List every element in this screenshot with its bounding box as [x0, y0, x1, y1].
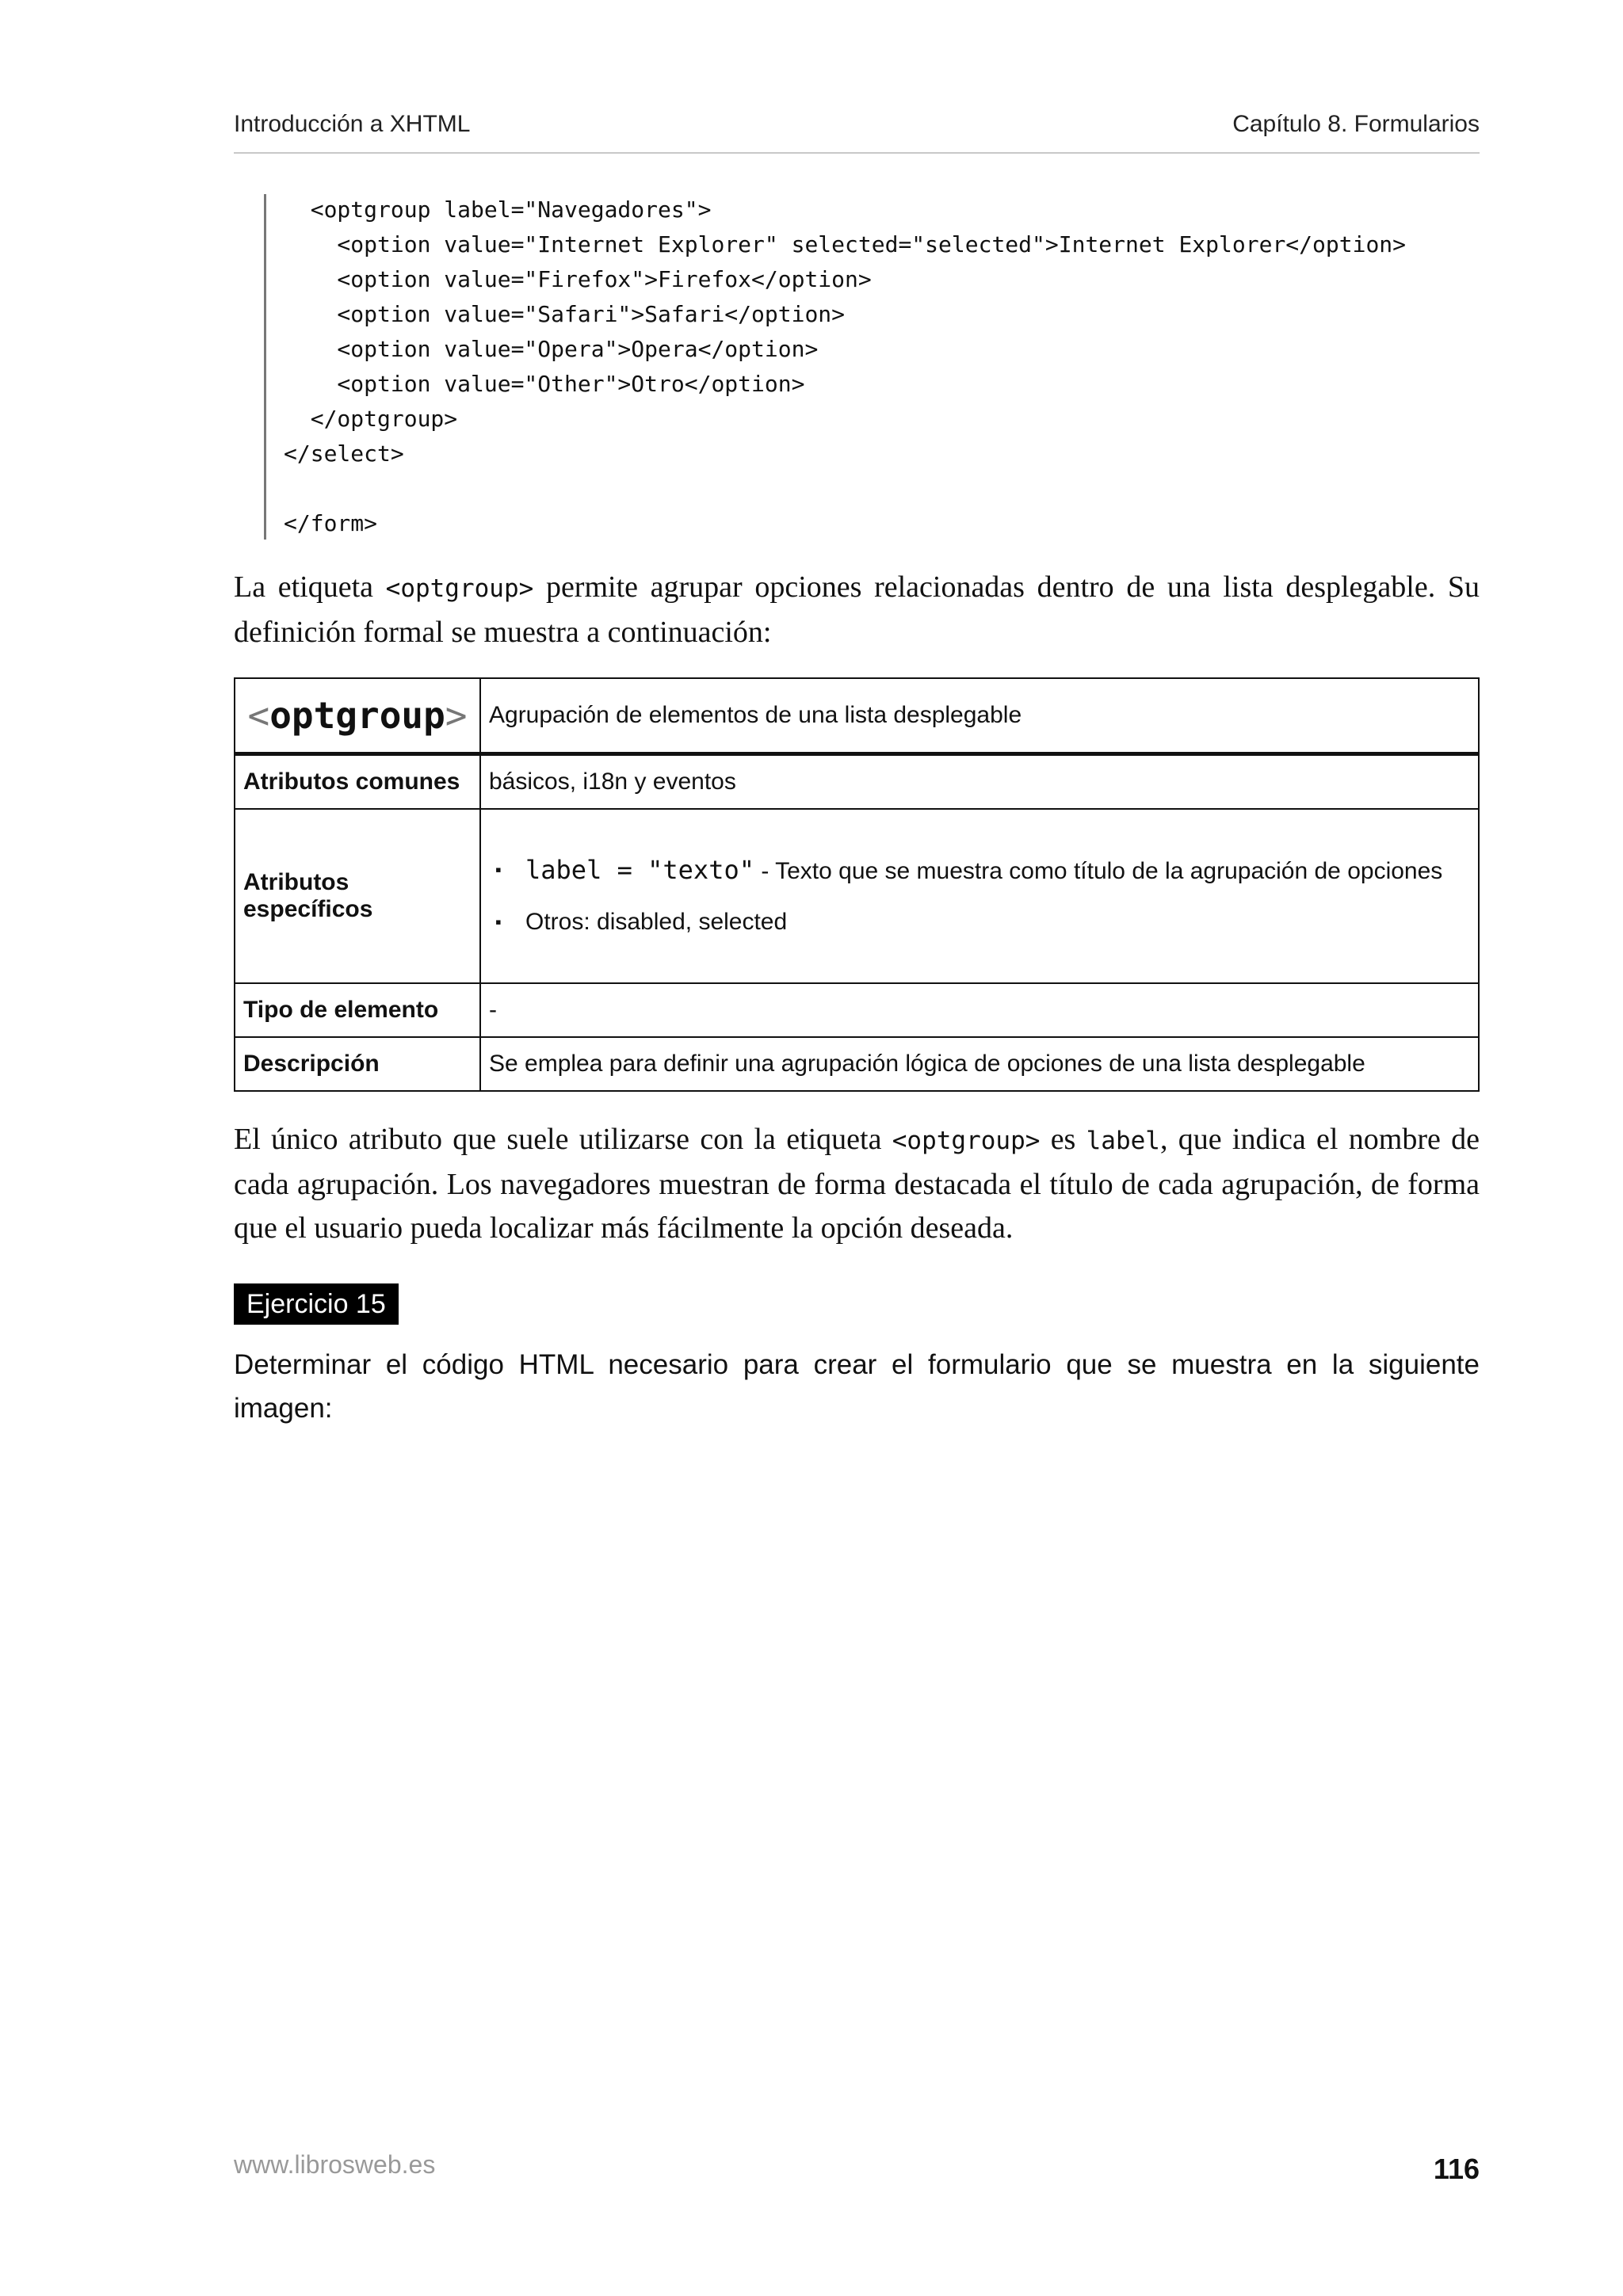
row-label: Descripción: [235, 1037, 480, 1091]
explanation-text: El único atributo que suele utilizarse con la etiqueta: [234, 1123, 892, 1156]
explanation-text: es: [1040, 1123, 1086, 1156]
tag-bracket-open: <: [247, 694, 270, 737]
row-value: Se emplea para definir una agrupación lógica de opciones de una lista desplegable: [480, 1037, 1479, 1091]
code-line: </select>: [284, 441, 404, 467]
explanation-text: , que indica el nombre de cada agrupación. Los navegadores muestran de forma destacada el título de cada agrupación, de forma que el usuario pueda localizar más fácilmente la opción deseada.: [234, 1123, 1480, 1245]
table-row: [235, 983, 1479, 1037]
bullet-icon: ▪: [495, 912, 502, 932]
inline-code-optgroup: <optgroup>: [892, 1127, 1041, 1155]
page-header: [234, 109, 1480, 154]
code-line: <option value="Other">Otro</option>: [284, 371, 805, 397]
intro-text-before: La etiqueta: [234, 570, 386, 604]
row-value: básicos, i18n y eventos: [480, 754, 1479, 810]
attribute-code: label = "texto": [525, 855, 754, 885]
code-line: </form>: [284, 510, 378, 536]
list-item: [489, 905, 1470, 940]
element-tag-cell: [235, 678, 480, 754]
element-summary: Agrupación de elementos de una lista desplegable: [480, 678, 1479, 754]
footer-url[interactable]: www.librosweb.es: [234, 2150, 436, 2179]
table-row: [235, 754, 1479, 810]
bullet-icon: ▪: [495, 860, 502, 879]
code-line: <option value="Internet Explorer" selected="selected">Internet Explorer</option>: [284, 231, 1407, 257]
attribute-list: [489, 852, 1470, 940]
code-block: [264, 194, 1482, 540]
code-line: <option value="Opera">Opera</option>: [284, 336, 819, 362]
inline-code-optgroup: <optgroup>: [385, 574, 534, 603]
row-value: -: [480, 983, 1479, 1037]
inline-code-label: label: [1086, 1127, 1160, 1155]
row-label: Tipo de elemento: [235, 983, 480, 1037]
chapter-title: Capítulo 8. Formularios: [1232, 111, 1480, 137]
exercise-text: Determinar el código HTML necesario para crear el formulario que se muestra en la siguiente imagen:: [234, 1349, 1480, 1424]
element-reference-table: [234, 677, 1480, 1092]
attribute-description: - Texto que se muestra como título de la agrupación de opciones: [754, 858, 1443, 884]
exercise-badge: Ejercicio 15: [234, 1283, 399, 1325]
tag-bracket-close: >: [445, 694, 468, 737]
book-title: Introducción a XHTML: [234, 111, 471, 137]
intro-paragraph: [234, 566, 1480, 654]
code-line: <option value="Firefox">Firefox</option>: [284, 266, 872, 292]
code-line: <option value="Safari">Safari</option>: [284, 301, 846, 327]
table-header-row: [235, 678, 1479, 754]
explanation-paragraph: [234, 1118, 1480, 1250]
row-label: Atributos específicos: [235, 809, 480, 983]
intro-text-after: permite agrupar opciones relacionadas dentro de una lista desplegable. Su definición formal se muestra a continuación:: [234, 570, 1480, 649]
specific-attributes-cell: [480, 809, 1479, 983]
tag-name: optgroup: [269, 694, 445, 737]
attribute-description: Otros: disabled, selected: [525, 909, 788, 935]
table-row: [235, 1037, 1479, 1091]
code-line: <optgroup label="Navegadores">: [284, 196, 712, 223]
table-row: [235, 809, 1479, 983]
page-number: 116: [1433, 2153, 1480, 2185]
code-line: </optgroup>: [284, 406, 458, 432]
list-item: [489, 852, 1470, 889]
row-label: Atributos comunes: [235, 754, 480, 810]
